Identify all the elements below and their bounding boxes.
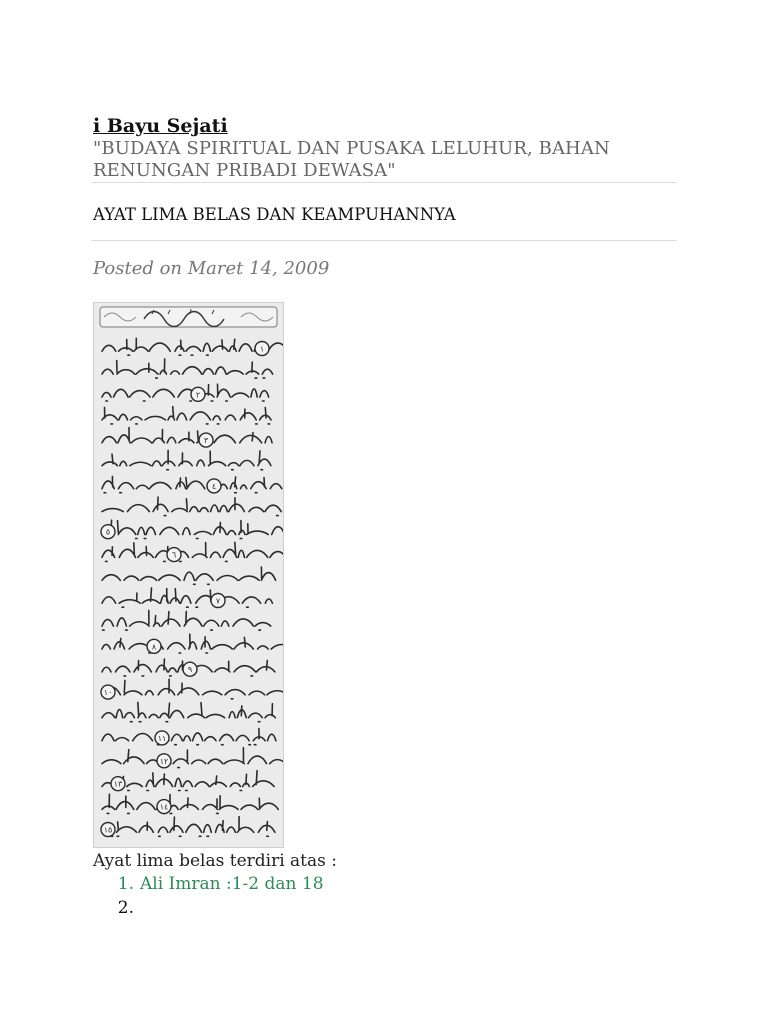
- verse-marker: [199, 433, 213, 447]
- site-description: "BUDAYA SPIRITUAL DAN PUSAKA LELUHUR, BAHAN RENUNGAN PRIBADI DEWASA": [93, 138, 610, 181]
- svg-text:٥: ٥: [105, 527, 111, 537]
- verse-marker: [111, 777, 125, 791]
- svg-text:١٣: ١٣: [113, 779, 123, 789]
- post-date: Posted on Maret 14, 2009: [93, 258, 330, 279]
- verse-marker: [101, 685, 115, 699]
- verse-marker: [183, 662, 197, 676]
- list-item[interactable]: [93, 873, 324, 897]
- verse-marker: [207, 479, 221, 493]
- svg-text:٢: ٢: [195, 390, 201, 400]
- svg-text:١١: ١١: [157, 733, 167, 743]
- svg-text:٩: ٩: [187, 665, 193, 675]
- svg-text:٣: ٣: [203, 436, 209, 446]
- post-title: AYAT LIMA BELAS DAN KEAMPUHANNYA: [93, 205, 456, 224]
- svg-text:١٢: ١٢: [159, 756, 169, 766]
- svg-text:٦: ٦: [171, 550, 177, 560]
- verse-marker: [101, 823, 115, 837]
- svg-text:١٤: ١٤: [159, 802, 169, 812]
- site-title-link[interactable]: i Bayu Sejati: [93, 115, 228, 137]
- svg-text:٨: ٨: [151, 642, 157, 652]
- list-item-number: 2.: [117, 898, 134, 918]
- svg-text:١٠: ١٠: [103, 688, 113, 698]
- verse-marker: [157, 800, 171, 814]
- verse-marker: [157, 754, 171, 768]
- svg-text:٧: ٧: [215, 596, 221, 606]
- verse-marker: [191, 387, 205, 401]
- title-divider: [91, 240, 677, 241]
- verse-marker: [255, 342, 269, 356]
- verse-marker: [167, 548, 181, 562]
- scan-header-ornament: [100, 307, 277, 327]
- verse-marker: [211, 594, 225, 608]
- svg-text:١: ١: [259, 344, 265, 354]
- verse-marker: [147, 639, 161, 653]
- header-divider: [91, 182, 677, 183]
- verse-marker: [101, 525, 115, 539]
- intro-text: Ayat lima belas terdiri atas :: [93, 851, 338, 871]
- quran-scan-image: [93, 302, 284, 848]
- list-item-number: 1.: [117, 874, 134, 894]
- verse-list: [93, 873, 324, 921]
- svg-text:١٥: ١٥: [103, 825, 113, 835]
- svg-text:٤: ٤: [211, 481, 217, 491]
- list-item-text: Ali Imran :1-2 dan 18: [140, 874, 324, 894]
- list-item: [93, 897, 324, 921]
- verse-marker: [155, 731, 169, 745]
